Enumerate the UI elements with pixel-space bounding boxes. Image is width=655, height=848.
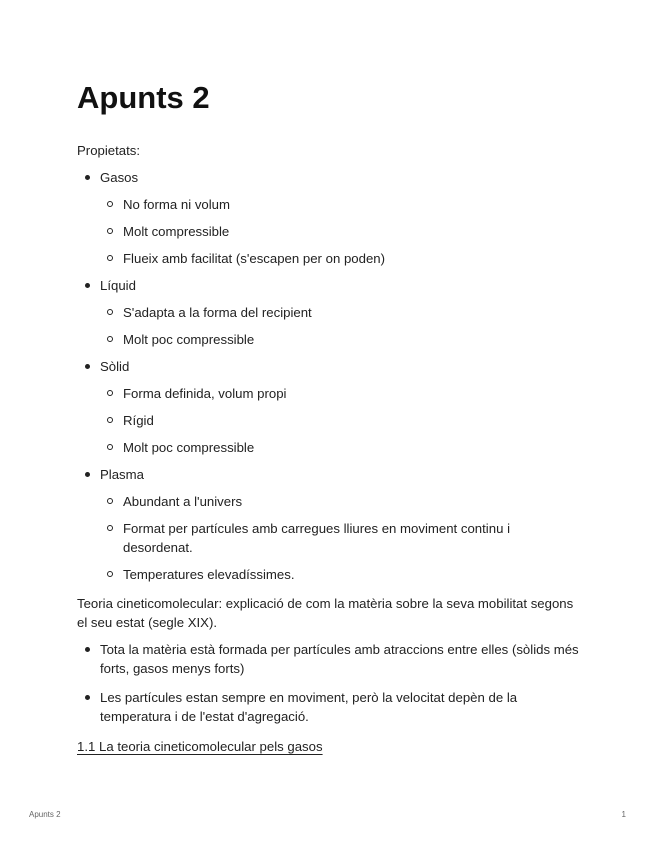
properties-heading: Propietats:: [77, 143, 141, 158]
state-properties-list: [100, 384, 582, 457]
list-item: Format per partícules amb carregues lliures en moviment continu i desordenat.: [100, 519, 582, 557]
list-item: Molt poc compressible: [100, 438, 582, 457]
list-item: Tota la matèria està formada per partícules amb atraccions entre elles (sòlids més forts, gasos menys forts): [77, 640, 582, 678]
list-item: Les partícules estan sempre en moviment, però la velocitat depèn de la temperatura i de l'estat d'agregació.: [77, 688, 582, 726]
state-label: Plasma: [100, 467, 144, 482]
list-item: Molt compressible: [100, 222, 582, 241]
theory-points-list: [77, 640, 582, 726]
state-item-solid: [77, 357, 582, 457]
state-item-plasma: [77, 465, 582, 584]
state-label: Líquid: [100, 278, 136, 293]
footer-page-number: 1: [621, 810, 626, 819]
state-label: Gasos: [100, 170, 139, 185]
state-label: Sòlid: [100, 359, 130, 374]
theory-paragraph: Teoria cineticomolecular: explicació de com la matèria sobre la seva mobilitat segons el seu estat (segle XIX).: [77, 596, 574, 630]
state-properties-list: [100, 195, 582, 268]
list-item: S'adapta a la forma del recipient: [100, 303, 582, 322]
section-link[interactable]: 1.1 La teoria cineticomolecular pels gasos: [77, 739, 323, 754]
list-item: No forma ni volum: [100, 195, 582, 214]
state-properties-list: [100, 492, 582, 584]
state-item-gasos: [77, 168, 582, 268]
document-body: [77, 141, 582, 726]
footer-document-title: Apunts 2: [29, 810, 61, 819]
list-item: Abundant a l'univers: [100, 492, 582, 511]
state-properties-list: [100, 303, 582, 349]
states-list: [77, 168, 582, 584]
list-item: Flueix amb facilitat (s'escapen per on poden): [100, 249, 582, 268]
state-item-liquid: [77, 276, 582, 349]
list-item: Temperatures elevadíssimes.: [100, 565, 582, 584]
page-title: Apunts 2: [77, 80, 210, 115]
list-item: Rígid: [100, 411, 582, 430]
list-item: Molt poc compressible: [100, 330, 582, 349]
list-item: Forma definida, volum propi: [100, 384, 582, 403]
